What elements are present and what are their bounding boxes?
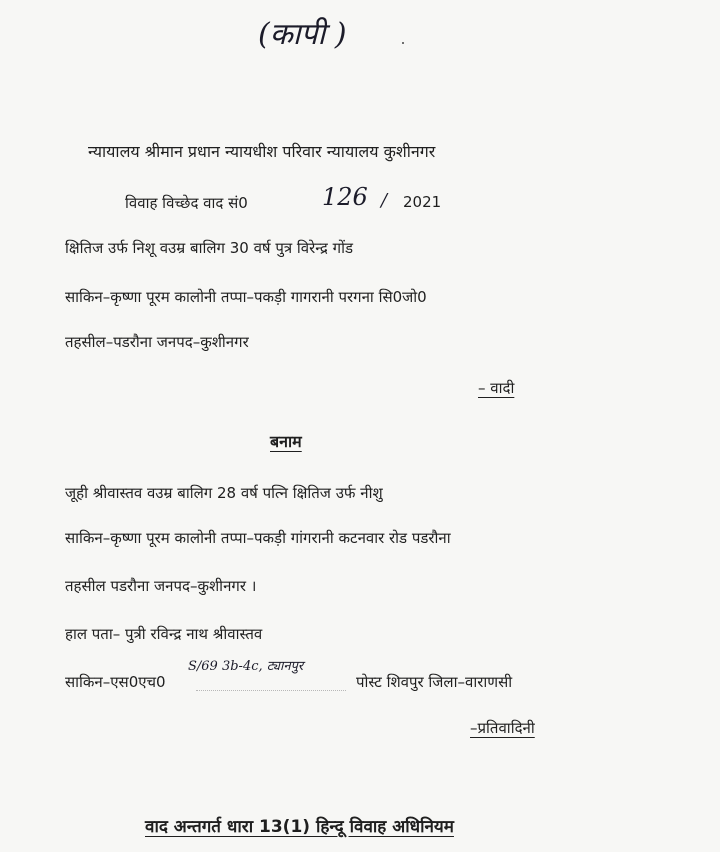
petitioner-line-1: क्षितिज उर्फ निशू वउम्र बालिग 30 वर्ष पुत्र विरेन्द्र गोंड bbox=[65, 239, 354, 257]
court-header: न्यायालय श्रीमान प्रधान न्यायधीश परिवार न्यायालय कुशीनगर bbox=[88, 142, 436, 161]
respondent-line-1: जूही श्रीवास्तव वउम्र बालिग 28 वर्ष पत्नि क्षितिज उर्फ नीशु bbox=[65, 484, 383, 502]
case-slash: / bbox=[381, 190, 388, 211]
handwritten-copy-note: (कापी ) bbox=[258, 17, 347, 52]
respondent-address-suffix: पोस्ट शिवपुर जिला–वाराणसी bbox=[356, 673, 513, 691]
petitioner-line-3: तहसील–पडरौना जनपद–कुशीनगर bbox=[65, 333, 249, 351]
petitioner-line-2: साकिन–कृष्णा पूरम कालोनी तप्पा–पकड़ी गागरानी परगना सि0जो0 bbox=[65, 288, 427, 306]
ink-dot bbox=[402, 42, 404, 44]
suit-title: वाद अन्तगर्त धारा 13(1) हिन्दू विवाह अधिनियम bbox=[145, 817, 454, 837]
blurred-address-area bbox=[196, 676, 346, 691]
respondent-address-prefix: साकिन–एस0एच0 bbox=[65, 673, 166, 691]
case-year: 2021 bbox=[403, 193, 442, 211]
respondent-role: –प्रतिवादिनी bbox=[470, 719, 535, 737]
respondent-line-2: साकिन–कृष्णा पूरम कालोनी तप्पा–पकड़ी गांगरानी कटनवार रोड पडरौना bbox=[65, 529, 451, 547]
versus-heading: बनाम bbox=[270, 432, 302, 451]
case-label: विवाह विच्छेद वाद सं0 bbox=[125, 194, 248, 212]
respondent-address-handwritten: S/69 3b-4c, ट्यानपुर bbox=[188, 659, 304, 674]
respondent-line-3: तहसील पडरौना जनपद–कुशीनगर । bbox=[65, 577, 257, 595]
respondent-line-4: हाल पता– पुत्री रविन्द्र नाथ श्रीवास्तव bbox=[65, 625, 263, 643]
case-number-handwritten: 126 bbox=[322, 183, 368, 211]
petitioner-role: – वादी bbox=[478, 379, 515, 397]
